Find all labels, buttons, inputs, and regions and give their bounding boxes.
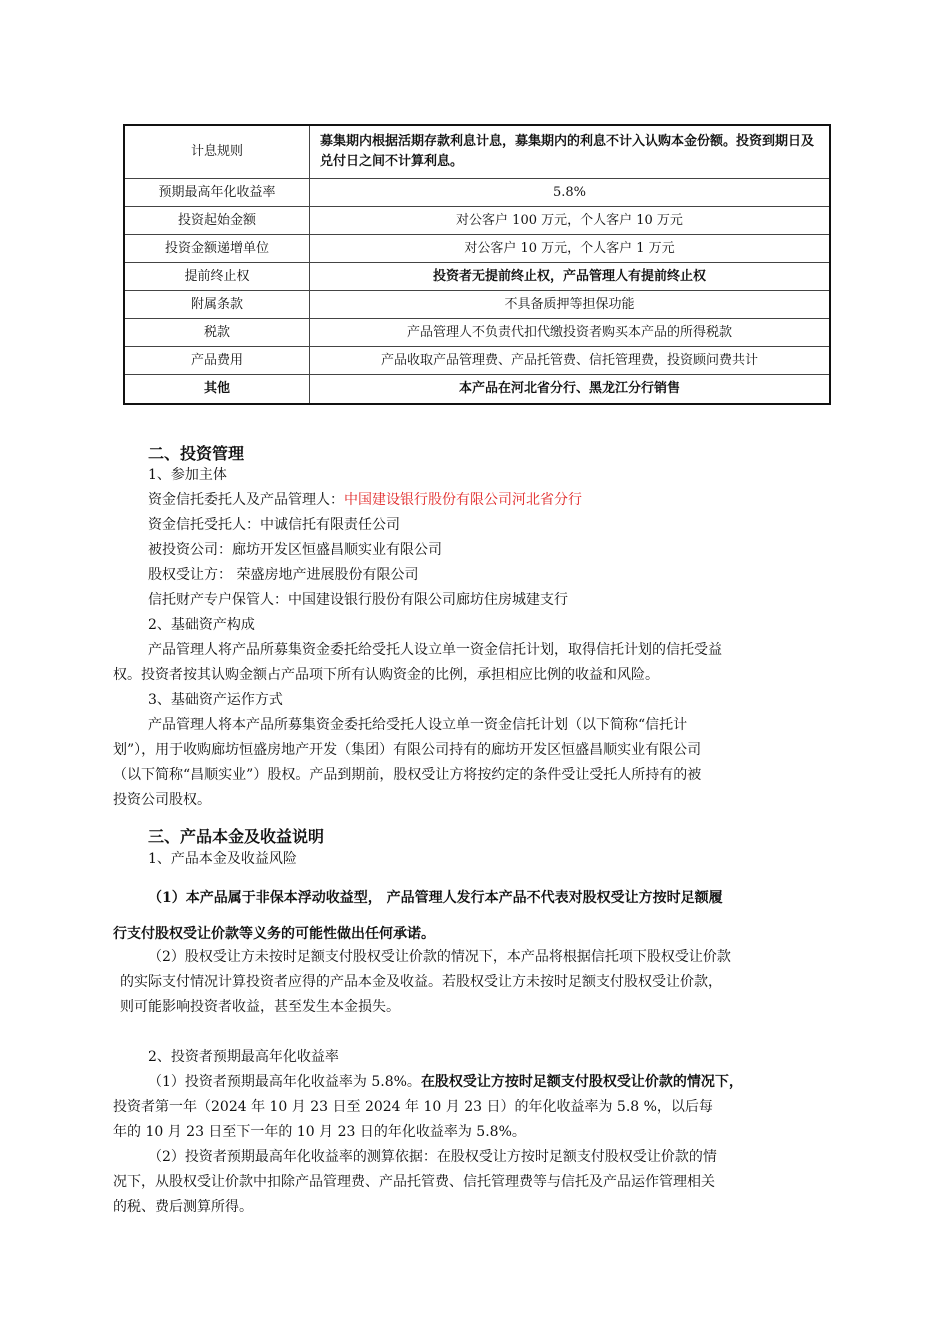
table-row — [124, 347, 830, 375]
section-2-heading: 二、投资管理 — [148, 444, 245, 463]
para3-line4: 投资公司股权。 — [113, 792, 211, 808]
table-value: 产品管理人不负责代扣代缴投资者购买本产品的所得税款 — [310, 319, 831, 347]
table-key: 投资起始金额 — [124, 207, 310, 235]
rate2-line2: 况下，从股权受让价款中扣除产品管理费、产品托管费、信托管理费等与信托及产品运作管理相关 — [113, 1174, 715, 1190]
para3-line1: 产品管理人将本产品所募集资金委托给受托人设立单一资金信托计划（以下简称“信托计 — [148, 717, 688, 733]
table-value: 产品收取产品管理费、产品托管费、信托管理费，投资顾问费共计 — [310, 347, 831, 375]
table-value: 对公客户 10 万元，个人客户 1 万元 — [310, 235, 831, 263]
rate1-line2: 投资者第一年（2024 年 10 月 23 日至 2024 年 10 月 23 日）的年化收益率为 5.8 %，以后每 — [113, 1099, 713, 1115]
risk1-line2: 行支付股权受让价款等义务的可能性做出任何承诺。 — [113, 926, 435, 942]
investee-line: 被投资公司：廊坊开发区恒盛昌顺实业有限公司 — [148, 542, 442, 558]
section-3-sub2: 2、投资者预期最高年化收益率 — [148, 1049, 339, 1065]
table-key: 计息规则 — [124, 125, 310, 179]
table-row — [124, 125, 830, 179]
rate1-line3: 年的 10 月 23 日至下一年的 10 月 23 日的年化收益率为 5.8%。 — [113, 1124, 526, 1140]
table-value: 不具备质押等担保功能 — [310, 291, 831, 319]
rate1-line1 — [148, 1071, 743, 1093]
rate2-line3: 的税、费后测算所得。 — [113, 1199, 253, 1215]
rate1-line1-bold: 在股权受让方按时足额支付股权受让价款的情况下， — [420, 1074, 743, 1090]
transferee-line: 股权受让方： 荣盛房地产进展股份有限公司 — [148, 567, 419, 583]
table-value: 本产品在河北省分行、黑龙江分行销售 — [310, 375, 831, 405]
table-row — [124, 263, 830, 291]
para3-line2: 划”），用于收购廊坊恒盛房地产开发（集团）有限公司持有的廊坊开发区恒盛昌顺实业有限公司 — [113, 742, 702, 758]
table-key: 其他 — [124, 375, 310, 405]
trustee-line: 资金信托受托人：中诚信托有限责任公司 — [148, 517, 400, 533]
risk1-line1: （1）本产品属于非保本浮动收益型， 产品管理人发行本产品不代表对股权受让方按时足额履 — [148, 890, 723, 906]
table-row — [124, 235, 830, 263]
table-row — [124, 319, 830, 347]
table-key: 预期最高年化收益率 — [124, 179, 310, 207]
table-row — [124, 207, 830, 235]
table-key: 产品费用 — [124, 347, 310, 375]
table-value: 投资者无提前终止权，产品管理人有提前终止权 — [310, 263, 831, 291]
table-row — [124, 375, 830, 405]
section-3-heading: 三、产品本金及收益说明 — [148, 827, 325, 846]
table-key: 提前终止权 — [124, 263, 310, 291]
rate1-line1-normal: （1）投资者预期最高年化收益率为 5.8%。 — [148, 1074, 421, 1090]
entrustor-value: 中国建设银行股份有限公司河北省分行 — [344, 492, 582, 508]
table-value: 5.8% — [310, 179, 831, 207]
para2-line1: 产品管理人将产品所募集资金委托给受托人设立单一资金信托计划，取得信托计划的信托受益 — [148, 642, 722, 658]
section-2-sub2: 2、基础资产构成 — [148, 617, 255, 633]
table-key: 税款 — [124, 319, 310, 347]
risk2-line3: 则可能影响投资者收益，甚至发生本金损失。 — [120, 999, 400, 1015]
table-key: 附属条款 — [124, 291, 310, 319]
entrustor-label: 资金信托委托人及产品管理人： — [148, 492, 344, 508]
para3-line3: （以下简称“昌顺实业”）股权。产品到期前，股权受让方将按约定的条件受让受托人所持有的被 — [113, 767, 702, 783]
risk2-line1: （2）股权受让方未按时足额支付股权受让价款的情况下，本产品将根据信托项下股权受让价款 — [148, 949, 731, 965]
rate2-line1: （2）投资者预期最高年化收益率的测算依据：在股权受让方按时足额支付股权受让价款的情 — [148, 1149, 717, 1165]
section-2-sub1: 1、参加主体 — [148, 467, 227, 483]
para2-line2: 权。投资者按其认购金额占产品项下所有认购资金的比例，承担相应比例的收益和风险。 — [113, 667, 659, 683]
table-row — [124, 179, 830, 207]
table-value: 募集期内根据活期存款利息计息，募集期内的利息不计入认购本金份额。投资到期日及兑付日之间不计算利息。 — [310, 125, 831, 179]
product-terms-table — [123, 124, 831, 405]
section-2-sub3: 3、基础资产运作方式 — [148, 692, 283, 708]
table-key: 投资金额递增单位 — [124, 235, 310, 263]
table-row — [124, 291, 830, 319]
section-3-sub1: 1、产品本金及收益风险 — [148, 851, 297, 867]
entrustor-line — [148, 489, 582, 511]
custodian-line: 信托财产专户保管人：中国建设银行股份有限公司廊坊住房城建支行 — [148, 592, 568, 608]
table-value: 对公客户 100 万元，个人客户 10 万元 — [310, 207, 831, 235]
risk2-line2: 的实际支付情况计算投资者应得的产品本金及收益。若股权受让方未按时足额支付股权受让价款， — [120, 974, 722, 990]
